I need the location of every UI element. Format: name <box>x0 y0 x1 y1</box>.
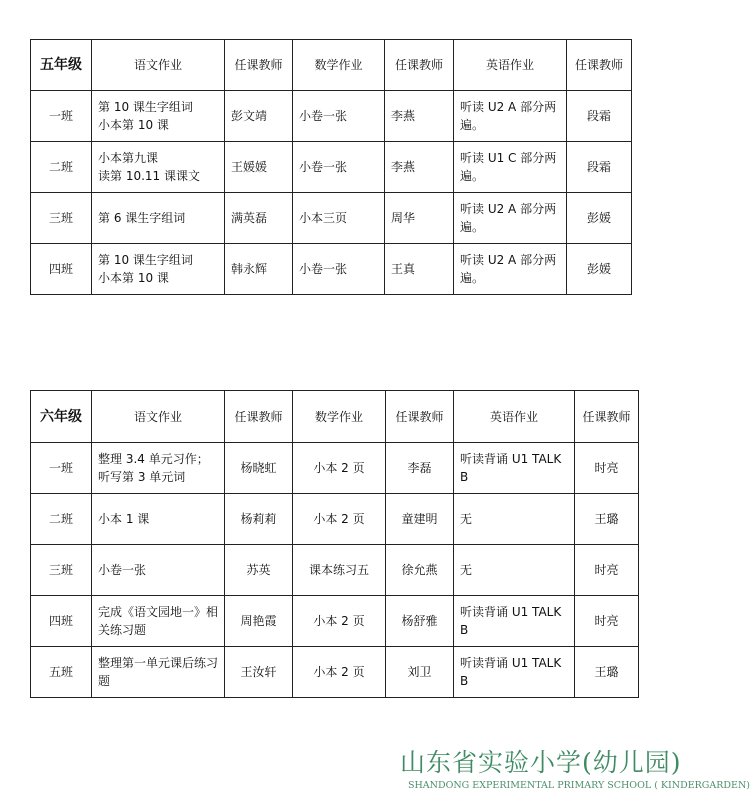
english-homework: 听读背诵 U1 TALK B <box>454 647 575 698</box>
english-homework: 听读 U2 A 部分两遍。 <box>454 244 567 295</box>
chinese-teacher: 杨晓虹 <box>225 443 293 494</box>
english-homework: 听读 U2 A 部分两遍。 <box>454 91 567 142</box>
english-teacher: 时亮 <box>575 596 639 647</box>
class-name: 三班 <box>31 545 92 596</box>
header-math-teacher: 任课教师 <box>385 40 454 91</box>
class-name: 一班 <box>31 91 92 142</box>
math-homework: 小卷一张 <box>293 244 385 295</box>
math-homework: 小卷一张 <box>293 142 385 193</box>
chinese-teacher: 彭文靖 <box>225 91 293 142</box>
header-english-homework: 英语作业 <box>454 40 567 91</box>
english-teacher: 彭媛 <box>567 193 632 244</box>
english-teacher: 彭媛 <box>567 244 632 295</box>
header-english-homework: 英语作业 <box>454 391 575 443</box>
table-row <box>31 443 639 494</box>
school-logo <box>400 748 750 796</box>
chinese-teacher: 杨莉莉 <box>225 494 293 545</box>
table-row <box>31 545 639 596</box>
chinese-teacher: 韩永辉 <box>225 244 293 295</box>
header-english-teacher: 任课教师 <box>567 40 632 91</box>
header-math-homework: 数学作业 <box>293 391 386 443</box>
math-homework: 小卷一张 <box>293 91 385 142</box>
header-chinese-homework: 语文作业 <box>92 40 225 91</box>
math-homework: 小本三页 <box>293 193 385 244</box>
table-header-row <box>31 391 639 443</box>
math-teacher: 王真 <box>385 244 454 295</box>
table-row <box>31 596 639 647</box>
english-homework: 听读背诵 U1 TALK B <box>454 596 575 647</box>
class-name: 五班 <box>31 647 92 698</box>
header-chinese-homework: 语文作业 <box>92 391 225 443</box>
chinese-homework: 小本 1 课 <box>92 494 225 545</box>
class-name: 三班 <box>31 193 92 244</box>
english-teacher: 王璐 <box>575 494 639 545</box>
math-teacher: 童建明 <box>386 494 454 545</box>
grade-label: 五年级 <box>31 40 92 91</box>
class-name: 二班 <box>31 142 92 193</box>
grade-label: 六年级 <box>31 391 92 443</box>
english-homework: 无 <box>454 545 575 596</box>
math-teacher: 李燕 <box>385 142 454 193</box>
chinese-homework: 第 6 课生字组词 <box>92 193 225 244</box>
grade6-homework-table <box>30 390 639 698</box>
table-row <box>31 244 632 295</box>
class-name: 四班 <box>31 244 92 295</box>
header-math-homework: 数学作业 <box>293 40 385 91</box>
english-teacher: 段霜 <box>567 142 632 193</box>
table-row <box>31 142 632 193</box>
chinese-teacher: 王媛媛 <box>225 142 293 193</box>
english-teacher: 时亮 <box>575 545 639 596</box>
header-math-teacher: 任课教师 <box>386 391 454 443</box>
english-teacher: 王璐 <box>575 647 639 698</box>
table-row <box>31 494 639 545</box>
math-homework: 课本练习五 <box>293 545 386 596</box>
english-homework: 听读 U2 A 部分两遍。 <box>454 193 567 244</box>
class-name: 一班 <box>31 443 92 494</box>
math-homework: 小本 2 页 <box>293 596 386 647</box>
chinese-homework: 第 10 课生字组词 小本第 10 课 <box>92 91 225 142</box>
class-name: 二班 <box>31 494 92 545</box>
chinese-teacher: 周艳霞 <box>225 596 293 647</box>
math-homework: 小本 2 页 <box>293 443 386 494</box>
school-name-en: SHANDONG EXPERIMENTAL PRIMARY SCHOOL ( KINDERGARDEN) <box>408 780 750 791</box>
english-homework: 听读背诵 U1 TALK B <box>454 443 575 494</box>
table-row <box>31 91 632 142</box>
school-name-cn: 山东省实验小学(幼儿园) <box>400 748 682 777</box>
chinese-homework: 完成《语文园地一》相关练习题 <box>92 596 225 647</box>
header-english-teacher: 任课教师 <box>575 391 639 443</box>
math-teacher: 刘卫 <box>386 647 454 698</box>
class-name: 四班 <box>31 596 92 647</box>
chinese-teacher: 苏英 <box>225 545 293 596</box>
header-chinese-teacher: 任课教师 <box>225 391 293 443</box>
english-teacher: 段霜 <box>567 91 632 142</box>
english-teacher: 时亮 <box>575 443 639 494</box>
table-row <box>31 647 639 698</box>
table-header-row <box>31 40 632 91</box>
math-teacher: 李燕 <box>385 91 454 142</box>
chinese-homework: 小卷一张 <box>92 545 225 596</box>
header-chinese-teacher: 任课教师 <box>225 40 293 91</box>
math-teacher: 徐允燕 <box>386 545 454 596</box>
chinese-teacher: 王汝轩 <box>225 647 293 698</box>
table-row <box>31 193 632 244</box>
math-homework: 小本 2 页 <box>293 494 386 545</box>
chinese-homework: 第 10 课生字组词 小本第 10 课 <box>92 244 225 295</box>
chinese-homework: 小本第九课 读第 10.11 课课文 <box>92 142 225 193</box>
english-homework: 无 <box>454 494 575 545</box>
math-teacher: 周华 <box>385 193 454 244</box>
math-homework: 小本 2 页 <box>293 647 386 698</box>
chinese-teacher: 满英磊 <box>225 193 293 244</box>
math-teacher: 杨舒雅 <box>386 596 454 647</box>
english-homework: 听读 U1 C 部分两遍。 <box>454 142 567 193</box>
chinese-homework: 整理 3.4 单元习作；听写第 3 单元词 <box>92 443 225 494</box>
grade5-homework-table <box>30 39 632 295</box>
math-teacher: 李磊 <box>386 443 454 494</box>
chinese-homework: 整理第一单元课后练习题 <box>92 647 225 698</box>
